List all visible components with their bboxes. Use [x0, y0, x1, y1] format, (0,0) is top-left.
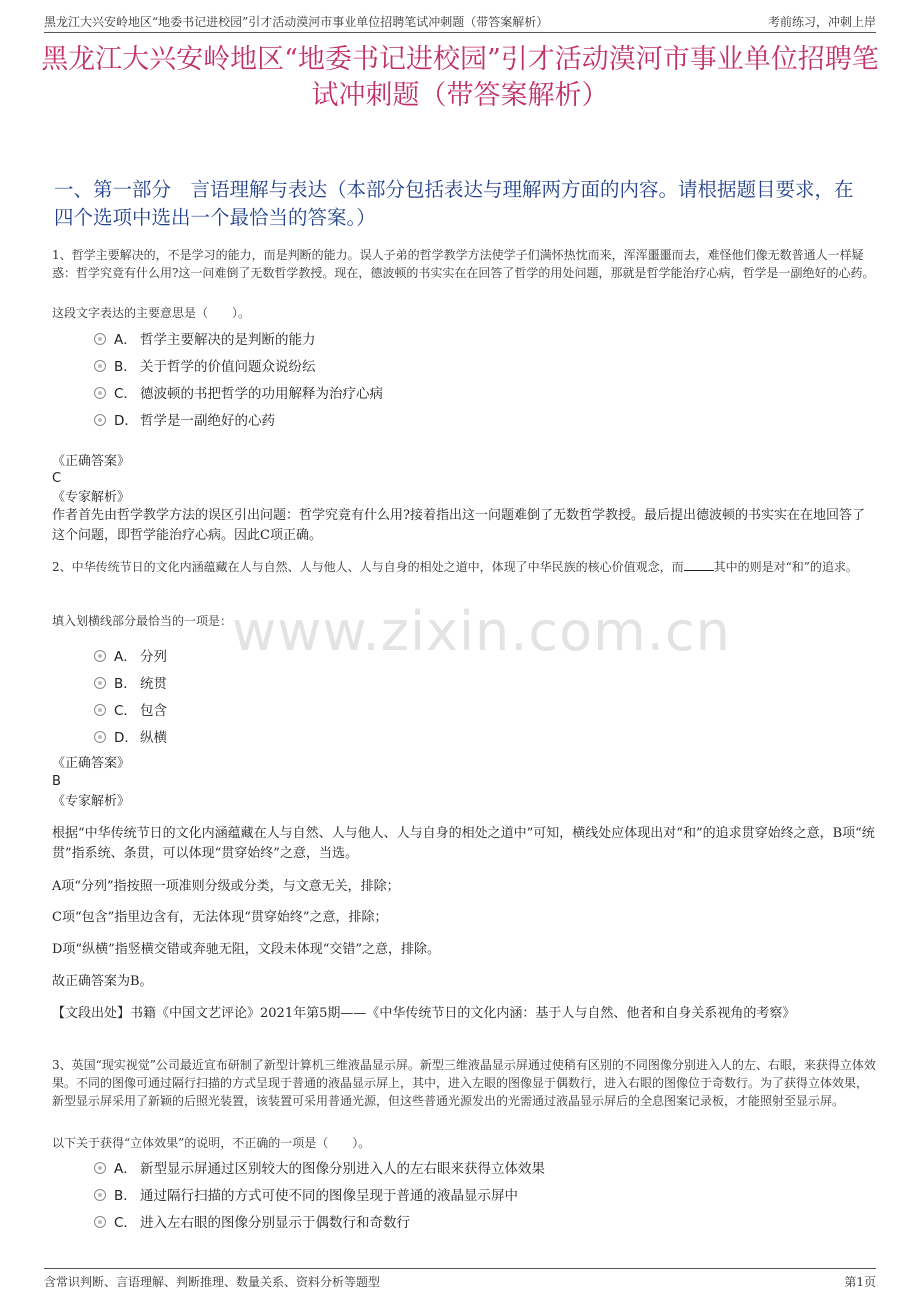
- q2-analysis-label: 《专家解析》: [52, 794, 131, 809]
- q2-answer-label: 《正确答案》: [52, 756, 131, 771]
- q2-analysis-option-c: C项“包含”指里边含有，无法体现“贯穿始终”之意，排除；: [52, 910, 388, 925]
- q2-answer: B: [52, 774, 61, 789]
- q3-stem: 3、英国“现实视觉”公司最近宣布研制了新型计算机三维液晶显示屏。新型三维液晶显示屏通过使稍有区别的不同图像分别进入人的左、右眼，来获得立体效果。不同的图像可通过隔行扫描的方式呈现于普通的液晶显示屏上，其中，进入左眼的图像显于偶数行，进入右眼的图像位于奇数行。为了获得立体效果，新型显示屏采用了新颖的后照光装置，该装置可采用普通光源，但这些普通光源发出的光需通过液晶显示屏后的全息图案记录板，才能照射至显示屏。: [52, 1058, 876, 1108]
- option-text: 通过隔行扫描的方式可使不同的图像呈现于普通的液晶显示屏中: [140, 1188, 518, 1204]
- radio-icon[interactable]: [94, 650, 106, 662]
- watermark: www.zixin.com.cn: [232, 600, 731, 663]
- q3-option-b[interactable]: B． 通过隔行扫描的方式可使不同的图像呈现于普通的液晶显示屏中: [94, 1184, 518, 1206]
- q2-ask: 填入划横线部分最恰当的一项是：: [52, 614, 233, 628]
- radio-icon[interactable]: [94, 1162, 106, 1174]
- radio-icon[interactable]: [94, 1216, 106, 1228]
- q1-stem: 1、哲学主要解决的，不是学习的能力，而是判断的能力。误人子弟的哲学教学方法使学子们满怀热忱而来，浑浑噩噩而去，难怪他们像无数普通人一样疑惑：哲学究竟有什么用?这一问难倒了无数哲学教授。现在，德波顿的书实实在在回答了哲学的用处问题，那就是哲学能治疗心病，哲学是一副绝好的心药。: [52, 248, 875, 280]
- q1-option-b[interactable]: B． 关于哲学的价值问题众说纷纭: [94, 355, 316, 377]
- option-text: 包含: [140, 703, 167, 719]
- radio-icon[interactable]: [94, 387, 106, 399]
- page-number: 第1页: [844, 1275, 876, 1289]
- q2-stem: 2、中华传统节日的文化内涵蕴藏在人与自然、人与他人、人与自身的相处之道中，体现了中华民族的核心价值观念，而 其中的则是对“和”的追求。: [52, 560, 858, 574]
- q2-source: 【文段出处】书籍《中国文艺评论》2021年第5期——《中华传统节日的文化内涵：基于人与自然、他者和自身关系视角的考察》: [52, 1006, 796, 1021]
- q3-ask: 以下关于获得“立体效果”的说明，不正确的一项是（ ）。: [52, 1136, 371, 1150]
- blank-underline: [684, 570, 714, 571]
- q2-option-c[interactable]: C． 包含: [94, 699, 167, 721]
- q2-option-a[interactable]: A． 分列: [94, 645, 167, 667]
- radio-icon[interactable]: [94, 704, 106, 716]
- q3-option-c[interactable]: C． 进入左右眼的图像分别显示于偶数行和奇数行: [94, 1211, 410, 1233]
- radio-icon[interactable]: [94, 1189, 106, 1201]
- footer-note: 含常识判断、言语理解、判断推理、数量关系、资料分析等题型: [44, 1275, 381, 1289]
- q1-option-a[interactable]: A． 哲学主要解决的是判断的能力: [94, 328, 316, 350]
- page-footer: [44, 1268, 876, 1293]
- header-doc-title: 黑龙江大兴安岭地区“地委书记进校园”引才活动漠河市事业单位招聘笔试冲刺题（带答案解析）: [44, 15, 549, 29]
- q1-analysis: 作者首先由哲学教学方法的误区引出问题：哲学究竟有什么用?接着指出这一问题难倒了无数哲学教授。最后提出德波顿的书实实在在地回答了这个问题，即哲学能治疗心病。因此C项正确。: [52, 508, 865, 543]
- page-header: [44, 10, 876, 33]
- q2-analysis-option-a: A项“分列”指按照一项准则分级或分类，与文意无关，排除；: [52, 879, 400, 894]
- q2-option-d[interactable]: D． 纵横: [94, 726, 167, 748]
- radio-icon[interactable]: [94, 677, 106, 689]
- q2-option-b[interactable]: B． 统贯: [94, 672, 167, 694]
- radio-icon[interactable]: [94, 333, 106, 345]
- q2-analysis-option-d: D项“纵横”指竖横交错或奔驰无阻，文段未体现“交错”之意，排除。: [52, 942, 441, 957]
- document-title: 黑龙江大兴安岭地区“地委书记进校园”引才活动漠河市事业单位招聘笔试冲刺题（带答案解析）: [41, 44, 879, 111]
- option-text: 纵横: [140, 730, 167, 746]
- q1-option-d[interactable]: D． 哲学是一副绝好的心药: [94, 409, 275, 431]
- q1-answer-label: 《正确答案》: [52, 454, 131, 469]
- header-slogan: 考前练习，冲刺上岸: [767, 15, 876, 29]
- option-text: 进入左右眼的图像分别显示于偶数行和奇数行: [140, 1215, 410, 1231]
- option-text: 关于哲学的价值问题众说纷纭: [140, 359, 316, 375]
- q1-answer: C: [52, 471, 62, 486]
- q2-analysis-conclusion: 故正确答案为B。: [52, 974, 153, 989]
- q1-ask: 这段文字表达的主要意思是（ ）。: [52, 306, 251, 320]
- radio-icon[interactable]: [94, 731, 106, 743]
- q3-option-a[interactable]: A． 新型显示屏通过区别较大的图像分别进入人的左右眼来获得立体效果: [94, 1157, 545, 1179]
- q1-analysis-label: 《专家解析》: [52, 490, 131, 505]
- option-text: 分列: [140, 649, 167, 665]
- option-text: 哲学主要解决的是判断的能力: [140, 332, 316, 348]
- option-text: 德波顿的书把哲学的功用解释为治疗心病: [140, 386, 383, 402]
- q2-analysis-main: 根据“中华传统节日的文化内涵蕴藏在人与自然、人与他人、人与自身的相处之道中”可知，横线处应体现出对“和”的追求贯穿始终之意，B项“统贯”指系统、条贯，可以体现“贯穿始终”之意，当选。: [52, 826, 875, 861]
- radio-icon[interactable]: [94, 360, 106, 372]
- section-heading: 一、第一部分 言语理解与表达（本部分包括表达与理解两方面的内容。请根据题目要求，在四个选项中选出一个最恰当的答案。）: [54, 178, 854, 229]
- q1-option-c[interactable]: C． 德波顿的书把哲学的功用解释为治疗心病: [94, 382, 383, 404]
- radio-icon[interactable]: [94, 414, 106, 426]
- option-text: 统贯: [140, 676, 167, 692]
- option-text: 哲学是一副绝好的心药: [140, 413, 275, 429]
- option-text: 新型显示屏通过区别较大的图像分别进入人的左右眼来获得立体效果: [140, 1161, 545, 1177]
